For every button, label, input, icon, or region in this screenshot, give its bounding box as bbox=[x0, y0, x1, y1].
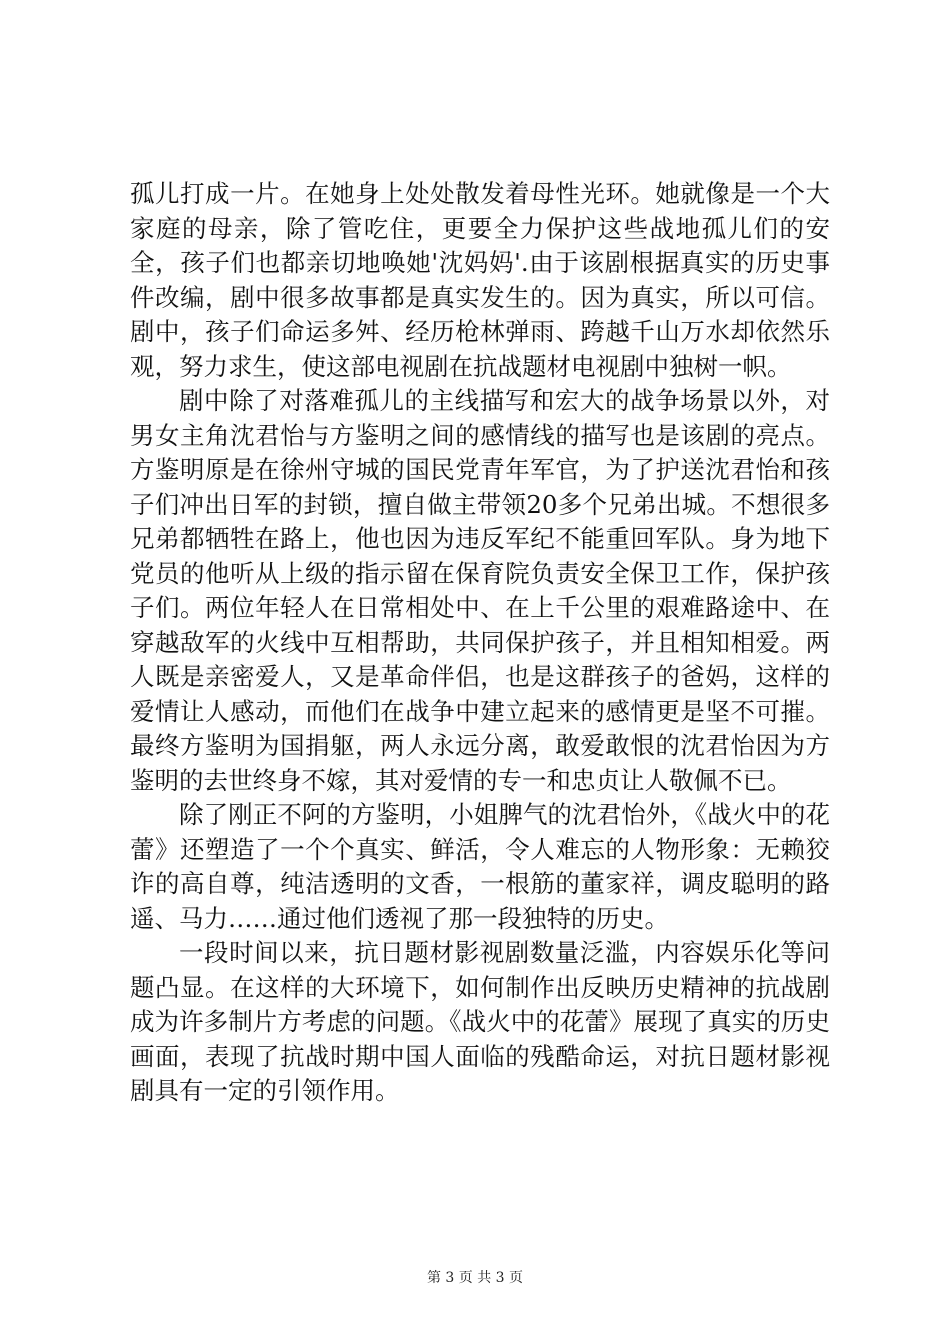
document-body bbox=[130, 177, 830, 1109]
paragraph-4: 一段时间以来，抗日题材影视剧数量泛滥，内容娱乐化等问题凸显。在这样的大环境下，如何制作出反映历史精神的抗战剧成为许多制片方考虑的问题。《战火中的花蕾》展现了真实的历史画面，表现了抗战时期中国人面临的残酷命运，对抗日题材影视剧具有一定的引领作用。 bbox=[130, 938, 830, 1105]
page-footer: 第 3 页 共 3 页 bbox=[426, 1270, 524, 1286]
paragraph-2: 剧中除了对落难孤儿的主线描写和宏大的战争场景以外，对男女主角沈君怡与方鉴明之间的感情线的描写也是该剧的亮点。方鉴明原是在徐州守城的国民党青年军官，为了护送沈君怡和孩子们冲出日军的封锁，擅自做主带领20多个兄弟出城。不想很多兄弟都牺牲在路上，他也因为违反军纪不能重回军队。身为地下党员的他听从上级的指示留在保育院负责安全保卫工作，保护孩子们。两位年轻人在日常相处中、在上千公里的艰难路途中、在穿越敌军的火线中互相帮助，共同保护孩子，并且相知相爱。两人既是亲密爱人，又是革命伴侣，也是这群孩子的爸妈，这样的爱情让人感动，而他们在战争中建立起来的感情更是坚不可摧。最终方鉴明为国捐躯，两人永远分离，敢爱敢恨的沈君怡因为方鉴明的去世终身不嫁，其对爱情的专一和忠贞让人敬佩不已。 bbox=[130, 386, 830, 795]
paragraph-3: 除了刚正不阿的方鉴明，小姐脾气的沈君怡外，《战火中的花蕾》还塑造了一个个真实、鲜活，令人难忘的人物形象：无赖狡诈的高自尊，纯洁透明的文香，一根筋的董家祥，调皮聪明的路遥、马力……通过他们透视了那一段独特的历史。 bbox=[130, 800, 830, 933]
paragraph-1: 孤儿打成一片。在她身上处处散发着母性光环。她就像是一个大家庭的母亲，除了管吃住，更要全力保护这些战地孤儿们的安全，孩子们也都亲切地唤她'沈妈妈'.由于该剧根据真实的历史事件改编，剧中很多故事都是真实发生的。因为真实，所以可信。剧中，孩子们命运多舛、经历枪林弹雨、跨越千山万水却依然乐观，努力求生，使这部电视剧在抗战题材电视剧中独树一帜。 bbox=[130, 179, 830, 381]
